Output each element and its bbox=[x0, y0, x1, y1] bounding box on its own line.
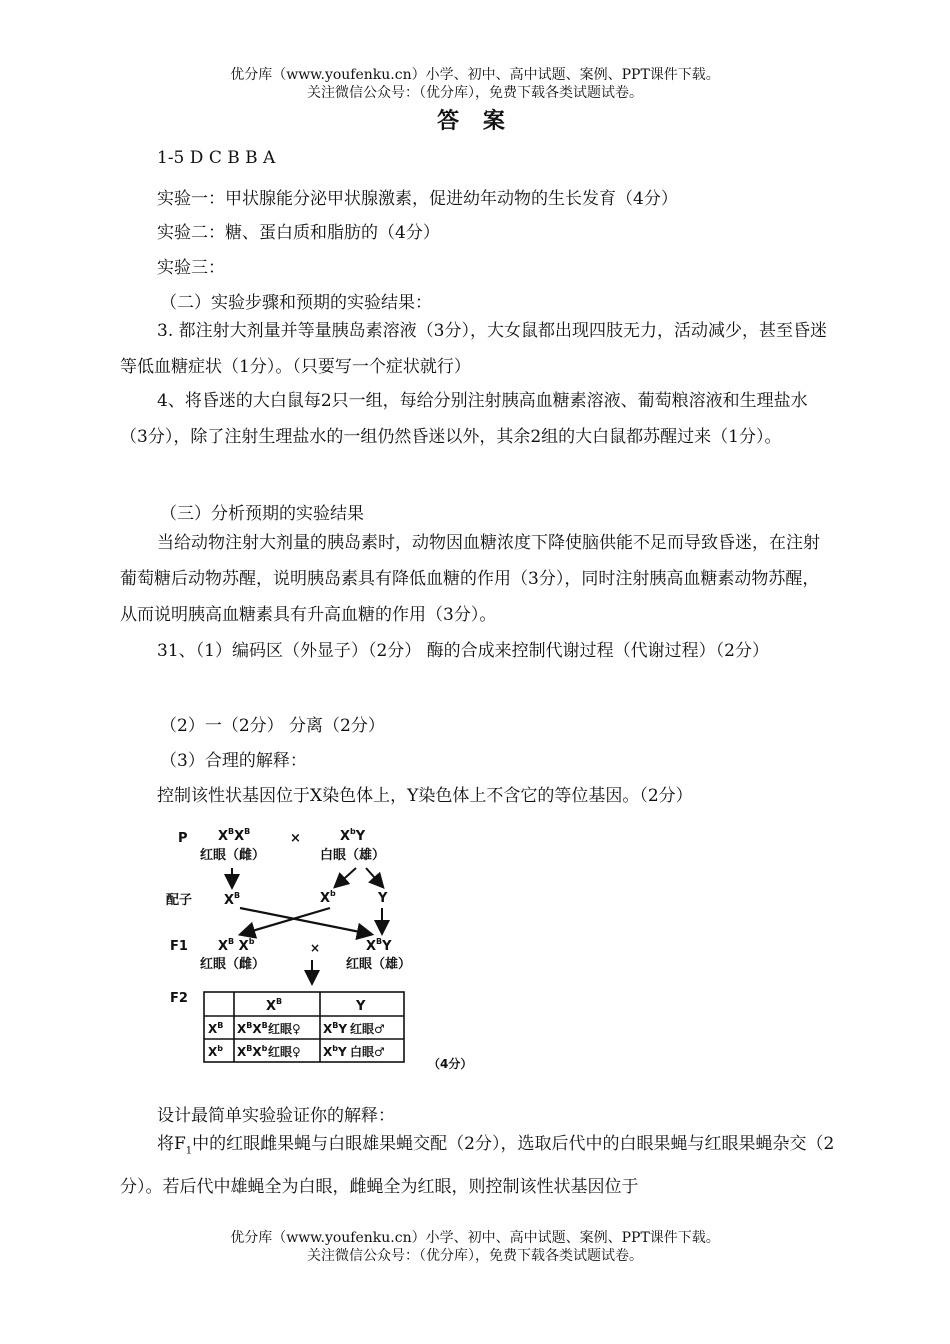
answers-1-5: 1-5 D C B B A bbox=[157, 148, 276, 168]
punnett-head-xb: $X^B$ bbox=[266, 997, 283, 1014]
gamete-male-xb: $X^b$ bbox=[320, 889, 336, 906]
design-text-b: 中的红眼雌果蝇与白眼雄果蝇交配（2分），选取后代中的白眼果蝇与红眼果蝇杂交（2分）。若后代中雄蝇全为白眼，雌蝇全为红眼，则控制该性状基因位于 bbox=[120, 1134, 835, 1198]
punnett-cell-r1c2-genotype: $X^BY$ bbox=[323, 1021, 348, 1036]
design-paragraph bbox=[120, 1126, 835, 1205]
p-female-genotype: $X^BX^B$ bbox=[218, 827, 251, 844]
punnett-row2-head: $X^b$ bbox=[208, 1044, 223, 1059]
genetic-cross-diagram bbox=[160, 822, 490, 1080]
f1-label: F1 bbox=[170, 939, 188, 954]
footer-line-2: 关注微信公众号：（优分库），免费下载各类试题试卷。 bbox=[307, 1248, 643, 1264]
step-4-paragraph: 4、将昏迷的大白鼠每2只一组，每给分别注射胰高血糖素溶液、葡萄粮溶液和生理盐水（3分），除了注射生理盐水的一组仍然昏迷以外，其余2组的大白鼠都苏醒过来（1分）。 bbox=[120, 391, 808, 447]
f1-male-phenotype: 红眼（雄） bbox=[346, 957, 412, 972]
gamete-male-y: Y bbox=[378, 891, 388, 906]
f1-cross-sign: × bbox=[310, 941, 321, 955]
footer-line-1: 优分库（www.youfenku.cn）小学、初中、高中试题、案例、PPT课件下载。 bbox=[230, 1230, 720, 1246]
p-cross-sign: × bbox=[290, 831, 301, 846]
analysis-heading: （三）分析预期的实验结果 bbox=[160, 504, 364, 524]
experiment-2-answer: 实验二：糖、蛋白质和脂肪的（4分） bbox=[157, 223, 440, 243]
f2-label: F2 bbox=[170, 991, 188, 1006]
f1-female-phenotype: 红眼（雌） bbox=[200, 957, 266, 972]
step-3-paragraph: 3. 都注射大剂量并等量胰岛素溶液（3分），大女鼠都出现四肢无力，活动减少，甚至昏迷等低血糖症状（1分）。（只要写一个症状就行） bbox=[120, 321, 827, 377]
p-generation-label: P bbox=[178, 831, 188, 846]
f1-male-genotype: $X^BY$ bbox=[366, 937, 392, 954]
page-title: 答 案 bbox=[437, 108, 513, 134]
arrow-male-gamete-y bbox=[366, 868, 382, 886]
gamete-female-xb: $X^B$ bbox=[224, 891, 241, 908]
question-31-part-2: （2）一（2分） 分离（2分） bbox=[160, 716, 385, 736]
arrow-male-gamete-xb bbox=[336, 868, 356, 886]
diagram-score: （4分） bbox=[428, 1057, 473, 1071]
header-line-2: 关注微信公众号：（优分库），免费下载各类试题试卷。 bbox=[307, 85, 643, 101]
header-line-1: 优分库（www.youfenku.cn）小学、初中、高中试题、案例、PPT课件下载。 bbox=[230, 67, 720, 83]
punnett-row1-head: $X^B$ bbox=[208, 1021, 224, 1036]
p-male-phenotype: 白眼（雄） bbox=[320, 848, 386, 863]
punnett-cell-r2c2-genotype: $X^bY$ bbox=[323, 1044, 347, 1059]
design-heading: 设计最简单实验验证你的解释： bbox=[157, 1106, 395, 1126]
punnett-head-y: Y bbox=[356, 999, 366, 1014]
experiment-1-answer: 实验一：甲状腺能分泌甲状腺激素，促进幼年动物的生长发育（4分） bbox=[157, 189, 678, 209]
design-text-a: 将F bbox=[157, 1134, 186, 1154]
punnett-cell-r1c1-genotype: $X^BX^B$ bbox=[237, 1021, 268, 1036]
explanation-line: 控制该性状基因位于X染色体上，Y染色体上不含它的等位基因。（2分） bbox=[157, 786, 693, 806]
punnett-cell-r1c1-phenotype: 红眼♀ bbox=[268, 1022, 301, 1036]
experiment-3-heading: 实验三： bbox=[157, 258, 225, 278]
analysis-paragraph: 当给动物注射大剂量的胰岛素时，动物因血糖浓度下降使脑供能不足而导致昏迷，在注射葡萄糖后动物苏醒，说明胰岛素具有降低血糖的作用（3分），同时注射胰高血糖素动物苏醒，从而说明胰高血糖素具有升高血糖的作用（3分）。 bbox=[120, 533, 820, 625]
f1-subscript: 1 bbox=[185, 1145, 193, 1157]
p-male-genotype: $X^bY$ bbox=[340, 827, 366, 844]
punnett-cell-r1c2-phenotype: 红眼♂ bbox=[350, 1022, 385, 1036]
question-31-part-3: （3）合理的解释： bbox=[160, 751, 307, 771]
f1-female-genotype: $X^B$ $X^b$ bbox=[218, 937, 255, 954]
punnett-cell-r2c1-phenotype: 红眼♀ bbox=[268, 1045, 301, 1059]
steps-heading: （二）实验步骤和预期的实验结果： bbox=[160, 293, 432, 313]
gamete-label: 配子 bbox=[166, 893, 193, 908]
p-female-phenotype: 红眼（雌） bbox=[200, 848, 266, 863]
punnett-cell-r2c2-phenotype: 白眼♂ bbox=[350, 1045, 385, 1059]
punnett-cell-r2c1-genotype: $X^BX^b$ bbox=[237, 1044, 268, 1059]
question-31-part-1: 31、（1）编码区（外显子）（2分） 酶的合成来控制代谢过程（代谢过程）（2分） bbox=[157, 641, 769, 661]
arrow-cross-1 bbox=[240, 908, 370, 934]
